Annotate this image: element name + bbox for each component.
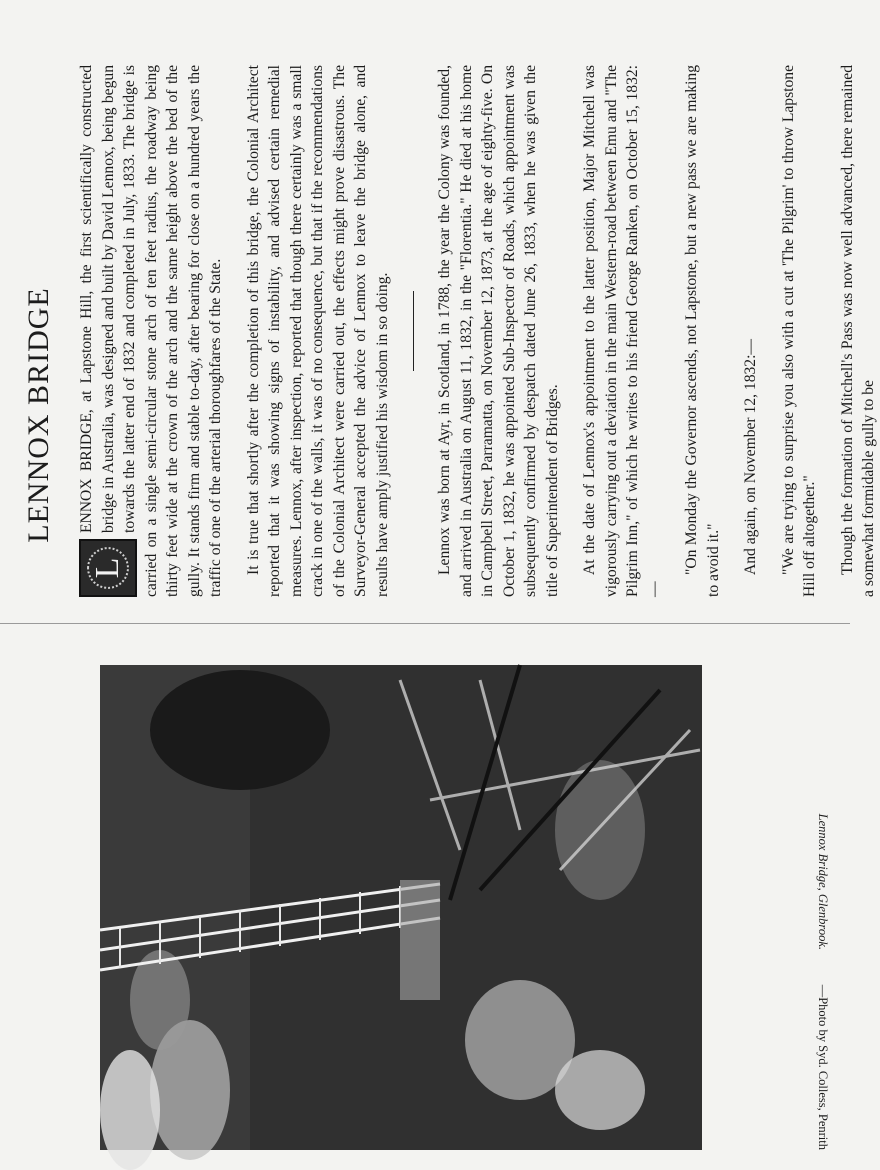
- paragraph: It is true that shortly after the completion of this bridge, the Colonial Architect reported that it was showing signs of instability, and advised certain remedial measures. Lennox, after inspection, reported that though there certainly was a small crack in one of the walls, it was of no consequence, but that if the recommendations of the Colonial Architect were carried out, the effects might prove disastrous. The Surveyor-General accepted the advice of Lennox to leave the bridge alone, and results have amply justified his wisdom in so doing.: [244, 65, 391, 597]
- quote-paragraph: "We are trying to surprise you also with a cut at 'The Pilgrim' to throw Lapstone Hill off altogether.": [779, 65, 818, 597]
- paragraph-intro: L ENNOX BRIDGE, at Lapstone Hill, the first scientifically constructed bridge in Australia, was designed and built by David Lennox, being begun towards the latter end of 1832 and completed in July, 1833. The bridge is carried on a single semi-circular stone arch of ten feet radius, the roadway being thirty feet wide at the crown of the arch and the same height above the bed of the gully. It stands firm and stable to-day, after bearing for close on a hundred years the traffic of one of the arterial thoroughfares of the State.: [78, 65, 224, 597]
- decorative-dropcap: L: [79, 539, 137, 597]
- bridge-photograph: [100, 665, 702, 1150]
- paragraph: Lennox was born at Ayr, in Scotland, in 1788, the year the Colony was founded, and arrived in Australia on August 11, 1832, in the "Florentia." He died at his home in Campbell Street, Parramatta, on November 12, 1873, at the age of eighty-five. On October 1, 1832, he was appointed Sub-Inspector of Roads, which appointment was subsequently confirmed by despatch dated June 26, 1833, when he was given the title of Superintendent of Bridges.: [436, 65, 561, 597]
- paragraph: Though the formation of Mitchell's Pass was now well advanced, there remained a somewhat formidable gully to be: [838, 65, 877, 597]
- page-fold-line: [0, 623, 850, 624]
- photo-caption: Lennox Bridge, Glenbrook.: [816, 813, 830, 950]
- quote-paragraph: "On Monday the Governor ascends, not Lapstone, but a new pass we are making to avoid it.": [683, 65, 722, 597]
- paragraph: At the date of Lennox's appointment to the latter position, Major Mitchell was vigorously carrying out a deviation in the main Western-road between Emu and "The Pilgrim Inn," of which he writes to his friend George Ranken, on October 15, 1832:—: [581, 65, 663, 597]
- paragraph: And again, on November 12, 1832:—: [742, 338, 759, 575]
- page-title: LENNOX BRIDGE: [22, 287, 55, 543]
- section-divider: [413, 291, 414, 371]
- article-text: [76, 65, 880, 597]
- photo-credit: —Photo by Syd. Colless, Penrith: [816, 984, 830, 1150]
